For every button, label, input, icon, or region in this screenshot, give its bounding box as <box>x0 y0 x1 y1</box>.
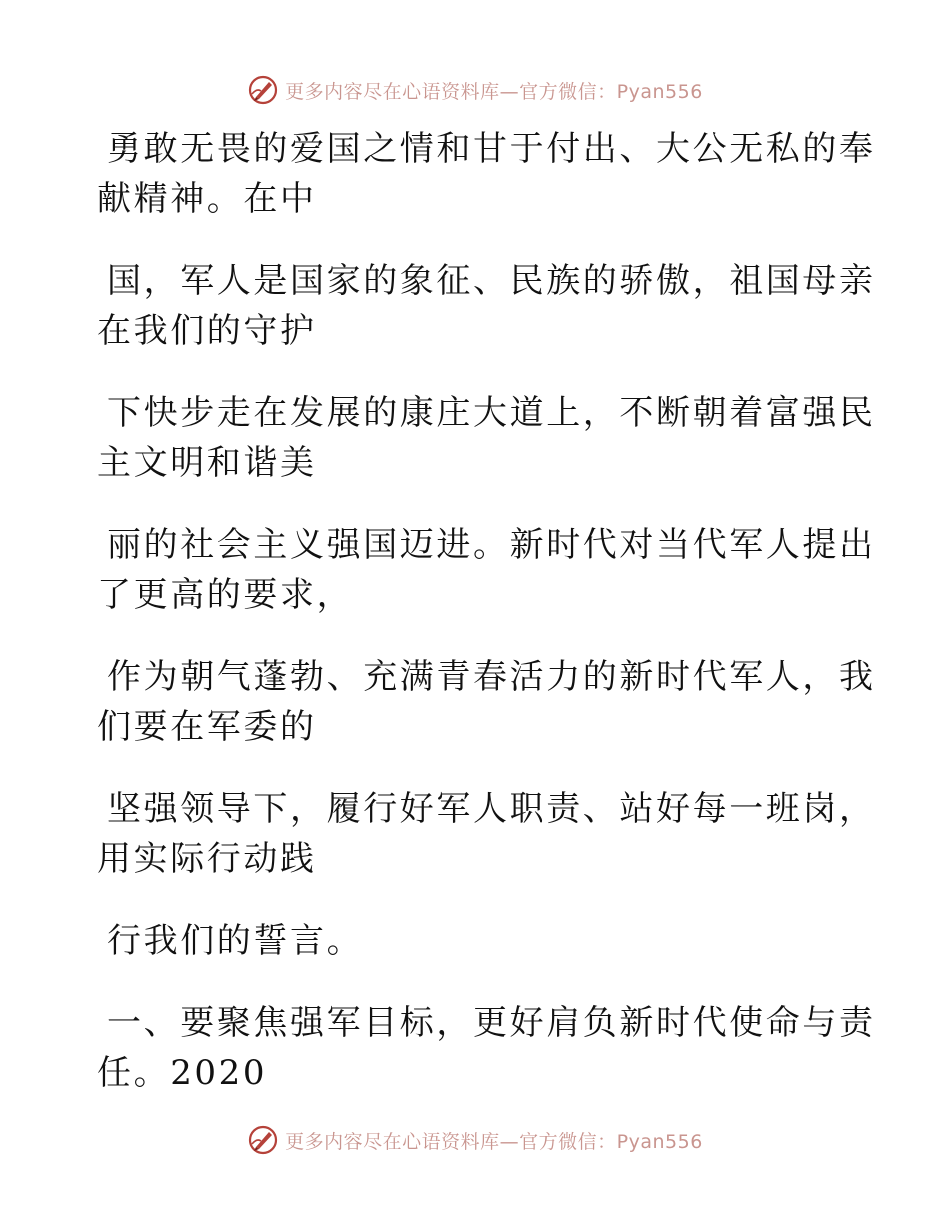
text-line: 勇敢无畏的爱国之情和甘于付出、大公无私的奉 <box>107 129 876 169</box>
text-line: 行我们的誓言。 <box>107 921 364 961</box>
paragraph <box>97 916 857 966</box>
text-line: 了更高的要求， <box>97 575 354 615</box>
text-line: 主文明和谐美 <box>97 443 317 483</box>
paragraph-gap <box>97 224 857 256</box>
footer-banner <box>0 1120 950 1160</box>
text-line: 在我们的守护 <box>97 311 317 351</box>
header-banner <box>0 70 950 110</box>
body-text <box>97 124 876 1098</box>
paragraph-gap <box>97 488 857 520</box>
footer-wechat-id: Pyan556 <box>616 1130 703 1153</box>
text-line: 下快步走在发展的康庄大道上，不断朝着富强民 <box>107 393 876 433</box>
paragraph-gap <box>97 752 857 784</box>
paragraph-gap <box>97 620 857 652</box>
paragraph <box>97 520 876 620</box>
text-line: 们要在军委的 <box>97 707 317 747</box>
text-line: 作为朝气蓬勃、充满青春活力的新时代军人，我 <box>107 657 876 697</box>
header-brand-text: 更多内容尽在心语资料库—官方微信：Pyan556 <box>285 80 703 103</box>
paragraph-gap <box>97 884 857 916</box>
paragraph <box>97 256 876 356</box>
quill-pen-logo-icon <box>247 1124 279 1156</box>
text-line: 献精神。在中 <box>97 179 317 219</box>
paragraph <box>97 124 876 224</box>
footer-brand-text: 更多内容尽在心语资料库—官方微信：Pyan556 <box>285 1130 703 1153</box>
text-line: 国，军人是国家的象征、民族的骄傲，祖国母亲 <box>107 261 876 301</box>
paragraph <box>97 652 876 752</box>
quill-pen-logo-icon <box>247 74 279 106</box>
paragraph <box>97 388 876 488</box>
text-line: 任。2020 <box>97 1053 268 1093</box>
paragraph <box>97 998 876 1098</box>
header-wechat-id: Pyan556 <box>616 80 703 103</box>
text-line: 用实际行动践 <box>97 839 317 879</box>
text-line: 丽的社会主义强国迈进。新时代对当代军人提出 <box>107 525 876 565</box>
paragraph-gap <box>97 966 857 998</box>
paragraph-gap <box>97 356 857 388</box>
text-line: 一、要聚焦强军目标，更好肩负新时代使命与责 <box>107 1003 876 1043</box>
text-line: 坚强领导下，履行好军人职责、站好每一班岗， <box>107 789 876 829</box>
paragraph <box>97 784 876 884</box>
